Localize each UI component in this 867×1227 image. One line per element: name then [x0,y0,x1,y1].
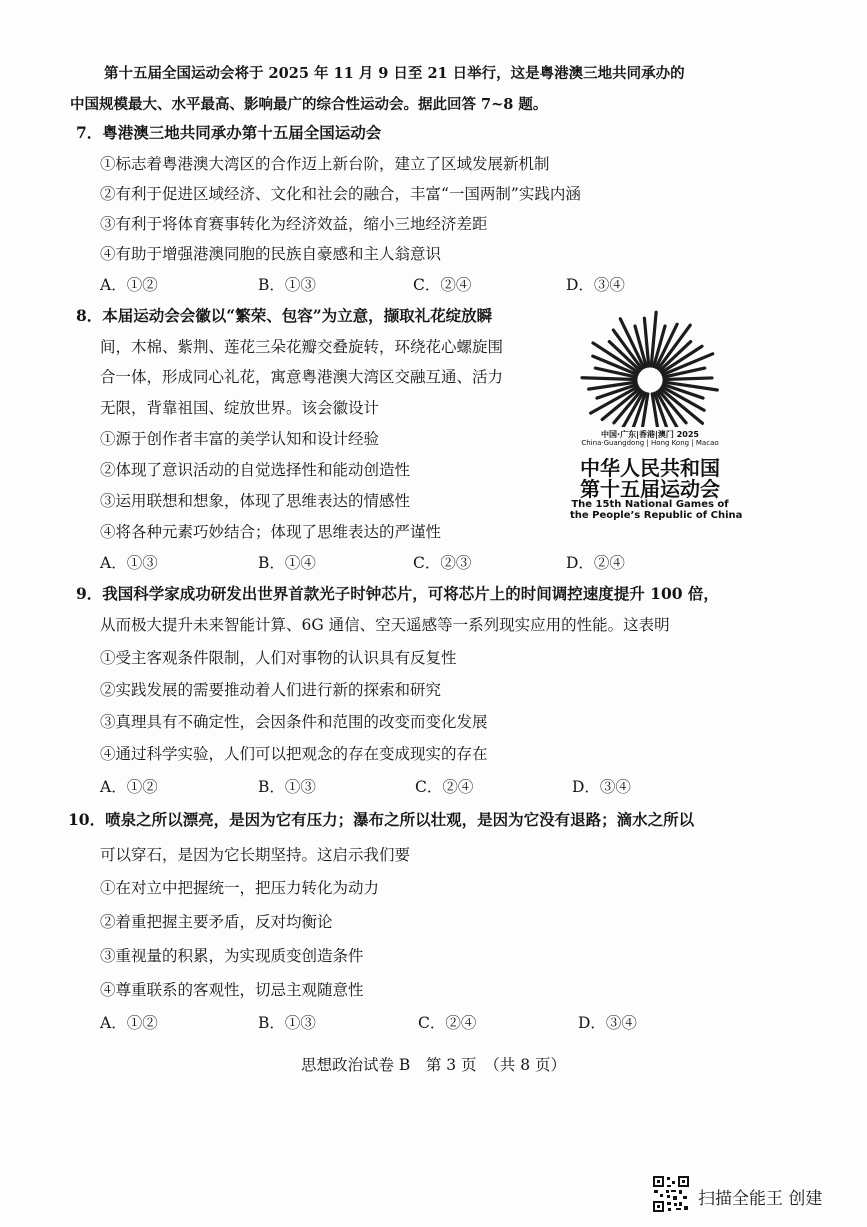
emblem-sub-cn: 中国·广东|香港|澳门 2025 [601,430,699,439]
q7-option-d: D．③④ [566,276,625,294]
q7-option-a: A．①② [100,276,158,294]
emblem-core [641,371,659,389]
q10-option-a: A．①② [100,1014,158,1032]
q8-item-2: ②体现了意识活动的自觉选择性和能动创造性 [100,461,411,479]
q10-option-d: D．③④ [578,1014,637,1032]
question-8-stem-3: 合一体，形成同心礼花，寓意粤港澳大湾区交融互通、活力 [100,368,504,386]
q8-option-b: B．①④ [258,554,316,572]
question-8-stem-4: 无限，背靠祖国、绽放世界。该会徽设计 [100,399,380,417]
q10-option-b: B．①③ [258,1014,316,1032]
question-8-stem-2: 间，木棉、紫荆、莲花三朵花瓣交叠旋转，环绕花心螺旋围 [100,338,504,356]
q7-option-b: B．①③ [258,276,316,294]
q9-item-4: ④通过科学实验，人们可以把观念的存在变成现实的存在 [100,745,488,763]
emblem-petal [664,378,712,380]
q7-item-1: ①标志着粤港澳大湾区的合作迈上新台阶，建立了区域发展新机制 [100,155,550,173]
q9-item-3: ③真理具有不确定性，会因条件和范围的改变而变化发展 [100,713,488,731]
q10-item-4: ④尊重联系的客观性，切忌主观随意性 [100,981,364,999]
emblem-title-en-1: The 15th National Games of [571,499,729,510]
q9-option-b: B．①③ [258,778,316,796]
q7-option-c: C．②④ [413,276,472,294]
question-9-stem-1: 9．我国科学家成功研发出世界首款光子时钟芯片，可将芯片上的时间调控速度提升 100 倍， [76,584,719,603]
emblem-title-en-2: the People’s Republic of China [570,510,743,521]
q10-option-c: C．②④ [418,1014,477,1032]
question-8-stem-1: 8．本届运动会会徽以“繁荣、包容”为立意，撷取礼花绽放瞬 [76,306,493,325]
intro-line-1: 第十五届全国运动会将于 2025 年 11 月 9 日至 21 日举行，这是粤港澳三地共同承办的 [104,65,685,82]
emblem-sub-en: China·Guangdong | Hong Kong | Macao [581,439,719,447]
q8-item-4: ④将各种元素巧妙结合；体现了思维表达的严谨性 [100,523,442,541]
q8-option-c: C．②③ [413,554,472,572]
games-emblem [570,302,743,522]
firework-flower-icon [570,302,730,427]
scanner-label: 扫描全能王 创建 [698,1189,823,1209]
intro-line-2: 中国规模最大、水平最高、影响最广的综合性运动会。据此回答 7~8 题。 [70,96,548,113]
q8-option-a: A．①③ [100,554,158,572]
question-7-stem: 7．粤港澳三地共同承办第十五届全国运动会 [76,123,382,142]
question-10-stem-1: 10．喷泉之所以漂亮，是因为它有压力；瀑布之所以壮观，是因为它没有退路；滴水之所以 [68,810,695,829]
emblem-title-cn-1: 中华人民共和国 [580,456,720,480]
page-footer: 思想政治试卷 B 第 3 页 （共 8 页） [301,1056,566,1074]
q9-option-a: A．①② [100,778,158,796]
q8-option-d: D．②④ [566,554,625,572]
q9-item-2: ②实践发展的需要推动着人们进行新的探索和研究 [100,681,442,699]
q10-item-3: ③重视量的积累，为实现质变创造条件 [100,947,364,965]
q7-item-2: ②有利于促进区域经济、文化和社会的融合，丰富“一国两制”实践内涵 [100,185,581,203]
q7-item-3: ③有利于将体育赛事转化为经济效益，缩小三地经济差距 [100,215,488,233]
q10-item-2: ②着重把握主要矛盾，反对均衡论 [100,913,333,931]
q8-item-3: ③运用联想和想象，体现了思维表达的情感性 [100,492,411,510]
q9-item-1: ①受主客观条件限制，人们对事物的认识具有反复性 [100,649,457,667]
qr-code-icon [652,1175,690,1213]
q9-option-c: C．②④ [415,778,474,796]
scanner-watermark [652,1175,847,1215]
q7-item-4: ④有助于增强港澳同胞的民族自豪感和主人翁意识 [100,245,442,263]
emblem-title-cn-2: 第十五届运动会 [580,477,720,501]
q8-item-1: ①源于创作者丰富的美学认知和设计经验 [100,430,380,448]
q9-option-d: D．③④ [572,778,631,796]
emblem-petal [582,378,636,380]
question-9-stem-2: 从而极大提升未来智能计算、6G 通信、空天遥感等一系列现实应用的性能。这表明 [100,616,670,634]
question-10-stem-2: 可以穿石，是因为它长期坚持。这启示我们要 [100,846,411,864]
q10-item-1: ①在对立中把握统一，把压力转化为动力 [100,879,380,897]
